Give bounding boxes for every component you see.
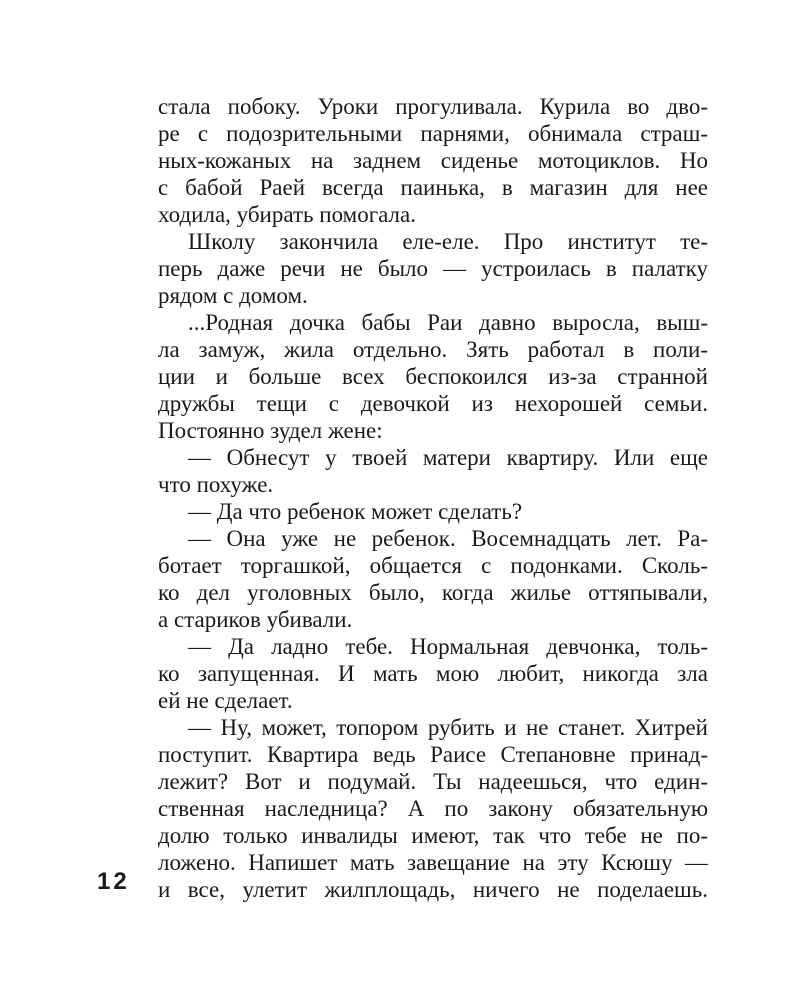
text-line: а стариков убивали. [158,607,353,632]
text-line: Школу закончила еле-еле. Про институт те- [188,229,708,254]
text-line: перь даже речи не было — устроилась в палатку [158,256,708,281]
text-line: ственная наследница? А по закону обязательную [158,796,708,821]
page-number: 12 [97,868,130,895]
text-line: лежит? Вот и подумай. Ты надеешься, что един- [158,769,708,794]
text-line: ...Родная дочка бабы Раи давно выросла, выш- [188,310,708,335]
text-line: стала побоку. Уроки прогуливала. Курила во дво- [158,94,708,119]
text-line: ко дел уголовных было, когда жилье оттяпывали, [158,580,708,605]
text-line: с бабой Раей всегда паинька, в магазин для нее [158,175,708,200]
text-line: ла замуж, жила отдельно. Зять работал в поли- [158,337,708,362]
text-line: ко запущенная. И мать мою любит, никогда зла [158,661,708,686]
text-line: ложено. Напишет мать завещание на эту Ксюшу — [158,850,708,875]
text-line: — Обнесут у твоей матери квартиру. Или еще [188,445,708,470]
text-line: ходила, убирать помогала. [158,202,416,227]
text-line: рядом с домом. [158,283,308,308]
text-line: ре с подозрительными парнями, обнимала страш- [158,121,708,146]
text-line: дружбы тещи с девочкой из нехорошей семьи. [158,391,708,416]
text-line: долю только инвалиды имеют, так что тебе не по- [158,823,708,848]
text-line: — Да что ребенок может сделать? [188,499,523,524]
text-line: Постоянно зудел жене: [158,418,383,443]
text-line: ей не сделает. [158,688,293,713]
text-line: ции и больше всех беспокоился из-за странной [158,364,708,389]
text-line: и все, улетит жилплощадь, ничего не поделаешь. [158,877,708,902]
text-line: что похуже. [158,472,274,497]
text-line: — Она уже не ребенок. Восемнадцать лет. Ра- [188,526,708,551]
text-line: — Да ладно тебе. Нормальная девчонка, толь- [188,634,708,659]
text-line: ботает торгашкой, общается с подонками. Сколь- [158,553,708,578]
body-text [158,93,708,903]
text-line: поступит. Квартира ведь Раисе Степановне принад- [158,742,708,767]
text-line: ных-кожаных на заднем сиденье мотоциклов. Но [158,148,708,173]
text-line: — Ну, может, топором рубить и не станет. Хитрей [188,715,708,740]
